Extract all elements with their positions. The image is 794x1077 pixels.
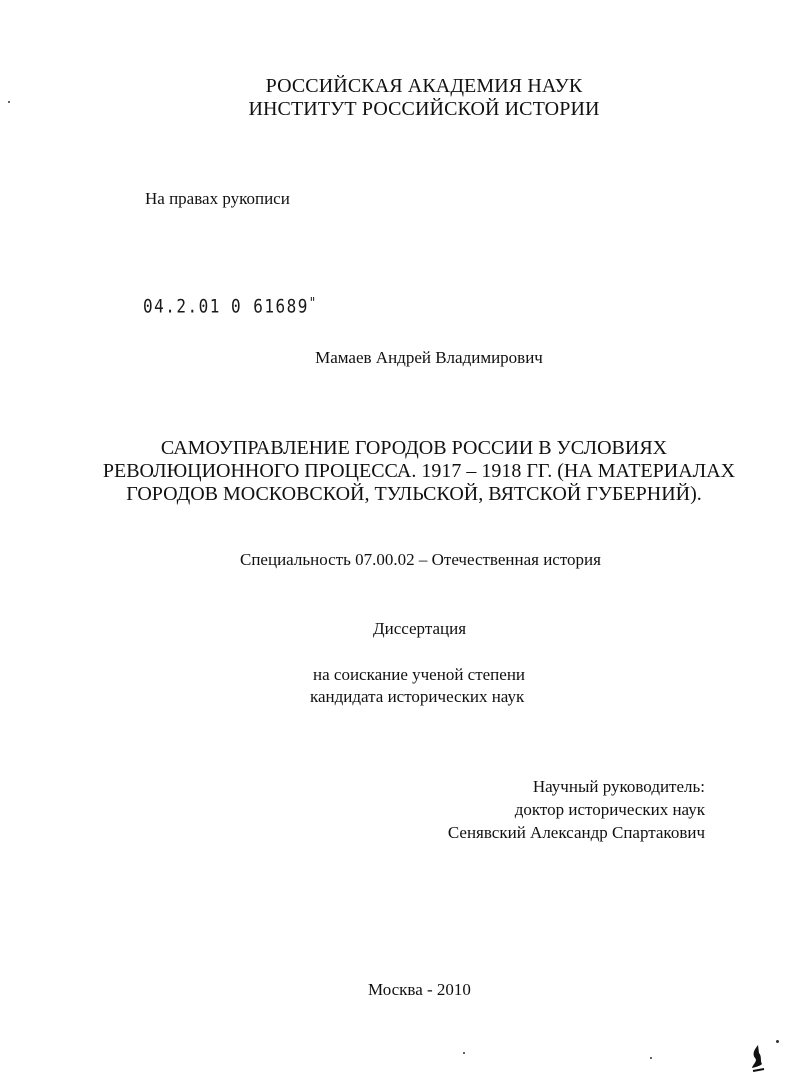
registration-stamp: [143, 295, 318, 317]
supervisor-name: Сенявский Александр Спартакович: [447, 823, 705, 842]
author-name: Мамаев Андрей Владимирович: [315, 348, 543, 367]
supervisor-label: Научный руководитель:: [532, 777, 705, 796]
scan-speck: [650, 1057, 652, 1059]
scan-speck: [463, 1052, 465, 1054]
degree-line-2: кандидата исторических наук: [310, 687, 525, 706]
scan-speck: [776, 1040, 779, 1043]
academy-name: РОССИЙСКАЯ АКАДЕМИЯ НАУК: [265, 75, 583, 97]
rights-notice: На правах рукописи: [145, 189, 290, 208]
document-type: Диссертация: [373, 619, 467, 638]
stamp-mark: ": [308, 295, 318, 312]
degree-line-1: на соискание ученой степени: [313, 665, 526, 684]
specialty: Специальность 07.00.02 – Отечественная история: [240, 550, 601, 569]
place-year: Москва - 2010: [368, 980, 471, 999]
supervisor-degree: доктор исторических наук: [514, 800, 705, 819]
stamp-code-part2: 0 61689: [230, 295, 309, 317]
title-line-1: САМОУПРАВЛЕНИЕ ГОРОДОВ РОССИИ В УСЛОВИЯХ: [160, 437, 668, 459]
handwritten-mark-icon: [744, 1042, 774, 1074]
title-line-2: РЕВОЛЮЦИОННОГО ПРОЦЕССА. 1917 – 1918 ГГ. (НА МАТЕРИАЛАХ: [102, 460, 736, 482]
stamp-code-part1: 04.2.01: [143, 295, 221, 317]
scan-speck: [8, 101, 10, 103]
institute-name: ИНСТИТУТ РОССИЙСКОЙ ИСТОРИИ: [248, 98, 600, 120]
title-line-3: ГОРОДОВ МОСКОВСКОЙ, ТУЛЬСКОЙ, ВЯТСКОЙ ГУБЕРНИЙ).: [126, 483, 702, 505]
